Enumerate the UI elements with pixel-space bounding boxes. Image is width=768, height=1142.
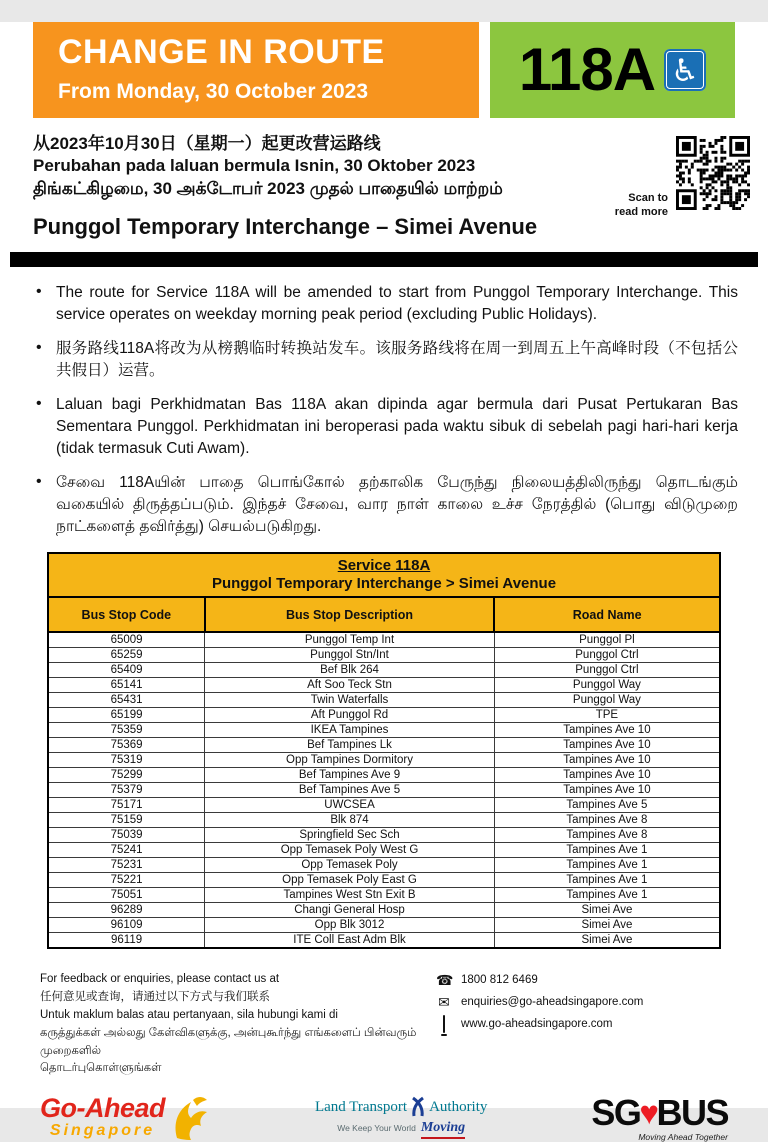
table-row bbox=[48, 843, 720, 858]
table-cell: Tampines Ave 10 bbox=[494, 723, 720, 738]
column-header-bus-stop-code: Bus Stop Code bbox=[48, 597, 205, 632]
table-cell: 75369 bbox=[48, 738, 205, 753]
table-row bbox=[48, 888, 720, 903]
table-cell: 65409 bbox=[48, 663, 205, 678]
table-cell: Tampines Ave 8 bbox=[494, 813, 720, 828]
table-row bbox=[48, 873, 720, 888]
table-cell: 96289 bbox=[48, 903, 205, 918]
table-cell: Simei Ave bbox=[494, 903, 720, 918]
table-cell: Aft Soo Teck Stn bbox=[205, 678, 495, 693]
table-cell: Blk 874 bbox=[205, 813, 495, 828]
contact-channels bbox=[436, 971, 728, 1078]
table-cell: Bef Tampines Ave 9 bbox=[205, 768, 495, 783]
table-cell: 75159 bbox=[48, 813, 205, 828]
table-row bbox=[48, 663, 720, 678]
table-cell: Aft Punggol Rd bbox=[205, 708, 495, 723]
date-line-malay: Perubahan pada laluan bermula Isnin, 30 Oktober 2023 bbox=[33, 156, 476, 176]
email-row bbox=[436, 995, 728, 1009]
scan-to-read-more-label bbox=[604, 191, 668, 220]
table-column-header-row bbox=[48, 597, 720, 632]
table-row bbox=[48, 933, 720, 949]
table-cell: Punggol Stn/Int bbox=[205, 648, 495, 663]
table-row bbox=[48, 798, 720, 813]
subheader bbox=[33, 133, 750, 240]
table-row bbox=[48, 753, 720, 768]
table-cell: 65009 bbox=[48, 632, 205, 648]
table-cell: Opp Temasek Poly bbox=[205, 858, 495, 873]
table-row bbox=[48, 813, 720, 828]
table-row bbox=[48, 858, 720, 873]
sgbus-logo bbox=[591, 1091, 728, 1142]
table-row bbox=[48, 828, 720, 843]
table-cell: Bef Tampines Lk bbox=[205, 738, 495, 753]
sgbus-bus-text: BUS bbox=[656, 1091, 728, 1133]
route-change-notice bbox=[0, 22, 768, 1142]
effective-date: From Monday, 30 October 2023 bbox=[58, 79, 369, 103]
table-row bbox=[48, 693, 720, 708]
date-line-chinese: 从2023年10月30日（星期一）起更改营运路线 bbox=[33, 134, 381, 153]
table-cell: IKEA Tampines bbox=[205, 723, 495, 738]
table-cell: 75221 bbox=[48, 873, 205, 888]
go-ahead-singapore-logo bbox=[40, 1094, 211, 1142]
go-ahead-logo-text: Go-Ahead bbox=[40, 1093, 166, 1124]
table-cell: Punggol Way bbox=[494, 678, 720, 693]
sgbus-tagline: Moving Ahead Together bbox=[638, 1131, 728, 1142]
contact-line-zh: 任何意见或查询，请通过以下方式与我们联系 bbox=[40, 991, 270, 1004]
contact-line-ms: Untuk maklum balas atau pertanyaan, sila hubungi kami di bbox=[40, 1008, 338, 1021]
table-cell: Springfield Sec Sch bbox=[205, 828, 495, 843]
service-number: 118A bbox=[518, 36, 656, 103]
table-cell: Tampines Ave 10 bbox=[494, 783, 720, 798]
table-cell: Twin Waterfalls bbox=[205, 693, 495, 708]
table-row bbox=[48, 903, 720, 918]
table-cell: 65431 bbox=[48, 693, 205, 708]
bullet-chinese: • 服务路线118A将改为从榜鹅临时转换站发车。该服务路线将在周一到周五上午高峰时段（不包括公共假日）运营。 bbox=[30, 338, 738, 382]
website-url: www.go-aheadsingapore.com bbox=[461, 1018, 613, 1031]
bus-stop-table bbox=[47, 552, 721, 949]
phone-row bbox=[436, 973, 728, 987]
scan-label-line2: read more bbox=[614, 206, 668, 219]
table-row bbox=[48, 738, 720, 753]
heart-icon: ♥ bbox=[639, 1094, 658, 1132]
table-cell: 75299 bbox=[48, 768, 205, 783]
table-cell: 75051 bbox=[48, 888, 205, 903]
table-cell: Simei Ave bbox=[494, 933, 720, 949]
lta-name-left: Land Transport bbox=[314, 1098, 408, 1115]
table-cell: Opp Blk 3012 bbox=[205, 918, 495, 933]
change-in-route-banner bbox=[33, 22, 479, 118]
table-cell: 65199 bbox=[48, 708, 205, 723]
lta-ribbon-icon bbox=[410, 1097, 426, 1117]
table-cell: Tampines Ave 1 bbox=[494, 843, 720, 858]
go-ahead-singapore-text: Singapore bbox=[49, 1122, 156, 1139]
table-title-cell bbox=[48, 553, 720, 597]
table-cell: 75319 bbox=[48, 753, 205, 768]
table-cell: Simei Ave bbox=[494, 918, 720, 933]
divider-bar bbox=[10, 252, 758, 267]
bullet-tamil: • சேவை 118Aயின் பாதை பொங்கோல் தற்காலிக பேருந்து நிலையத்திலிருந்து தொடங்கும் வகையில் திருத்தப்படும். இந்தச் சேவை, வார நாள் காலை உச்ச நேரத்தில் (பொது விடுமுறை நாட்களைத் தவிர்த்து) செயல்படுகிறது. bbox=[30, 472, 738, 538]
bus-stop-table-body bbox=[48, 632, 720, 948]
table-cell: 75359 bbox=[48, 723, 205, 738]
website-icon bbox=[436, 1017, 452, 1031]
table-row bbox=[48, 708, 720, 723]
table-cell: Punggol Pl bbox=[494, 632, 720, 648]
date-line-tamil: திங்கட்கிழமை, 30 அக்டோபர் 2023 முதல் பாதையில் மாற்றம் bbox=[33, 178, 503, 198]
contact-line-ta-1: கருத்துக்கள் அல்லது கேள்விகளுக்கு, அன்புகூர்ந்து எங்களைப் பின்வரும் முறைகளில் bbox=[40, 1026, 417, 1057]
footer-logos bbox=[40, 1091, 728, 1142]
table-cell: Punggol Temp Int bbox=[205, 632, 495, 648]
table-cell: Punggol Way bbox=[494, 693, 720, 708]
lta-moving-script: Moving bbox=[421, 1120, 465, 1139]
table-cell: 75039 bbox=[48, 828, 205, 843]
table-row bbox=[48, 783, 720, 798]
wheelchair-accessible-icon: ♿ bbox=[664, 49, 706, 91]
table-cell: Tampines Ave 10 bbox=[494, 753, 720, 768]
land-transport-authority-logo bbox=[315, 1097, 487, 1139]
table-cell: 75231 bbox=[48, 858, 205, 873]
table-row bbox=[48, 768, 720, 783]
table-cell: Tampines Ave 8 bbox=[494, 828, 720, 843]
table-cell: ITE Coll East Adm Blk bbox=[205, 933, 495, 949]
table-cell: 96119 bbox=[48, 933, 205, 949]
table-row bbox=[48, 678, 720, 693]
contact-line-en: For feedback or enquiries, please contact us at bbox=[40, 973, 280, 986]
table-cell: Punggol Ctrl bbox=[494, 648, 720, 663]
lta-tagline-text: We Keep Your World bbox=[337, 1123, 416, 1134]
table-cell: Opp Tampines Dormitory bbox=[205, 753, 495, 768]
column-header-bus-stop-description: Bus Stop Description bbox=[205, 597, 495, 632]
header bbox=[33, 22, 735, 118]
service-number-banner bbox=[490, 22, 735, 118]
table-cell: Tampines Ave 1 bbox=[494, 858, 720, 873]
table-cell: Opp Temasek Poly West G bbox=[205, 843, 495, 858]
notice-title: CHANGE IN ROUTE bbox=[58, 33, 385, 71]
table-cell: Tampines Ave 10 bbox=[494, 738, 720, 753]
contact-line-ta-2: தொடர்புகொள்ளுங்கள் bbox=[40, 1062, 162, 1075]
table-cell: UWCSEA bbox=[205, 798, 495, 813]
sgbus-sg-text: SG bbox=[591, 1091, 641, 1133]
bullet-english: • The route for Service 118A will be amended to start from Punggol Temporary Interchange. This service operates on weekday morning peak period (excluding Public Holidays). bbox=[30, 282, 738, 326]
email-address: enquiries@go-aheadsingapore.com bbox=[461, 996, 644, 1009]
table-row bbox=[48, 723, 720, 738]
table-cell: 75241 bbox=[48, 843, 205, 858]
table-cell: 75379 bbox=[48, 783, 205, 798]
bullet-malay: • Laluan bagi Perkhidmatan Bas 118A akan dipinda agar bermula dari Pusat Pertukaran Bas Sementara Punggol. Perkhidmatan ini beroperasi pada waktu sibuk di sebelah pagi hari-hari kerja (tidak termasuk Cuti Awam). bbox=[30, 394, 738, 460]
table-cell: 75171 bbox=[48, 798, 205, 813]
table-cell: Tampines Ave 10 bbox=[494, 768, 720, 783]
table-cell: Punggol Ctrl bbox=[494, 663, 720, 678]
table-row bbox=[48, 648, 720, 663]
lta-name-right: Authority bbox=[429, 1098, 488, 1115]
website-row bbox=[436, 1017, 728, 1031]
table-cell: TPE bbox=[494, 708, 720, 723]
table-row bbox=[48, 918, 720, 933]
table-service-title: Service 118A bbox=[337, 557, 431, 575]
table-cell: Changi General Hosp bbox=[205, 903, 495, 918]
table-cell: Tampines Ave 1 bbox=[494, 888, 720, 903]
table-row bbox=[48, 632, 720, 648]
table-cell: Bef Tampines Ave 5 bbox=[205, 783, 495, 798]
route-title: Punggol Temporary Interchange – Simei Avenue bbox=[33, 214, 538, 240]
contact-text-block bbox=[40, 971, 436, 1078]
table-cell: 65141 bbox=[48, 678, 205, 693]
table-cell: Tampines West Stn Exit B bbox=[205, 888, 495, 903]
lion-mane-icon bbox=[167, 1094, 211, 1142]
notice-bullets bbox=[30, 282, 738, 538]
table-cell: Opp Temasek Poly East G bbox=[205, 873, 495, 888]
qr-code-svg bbox=[676, 136, 750, 210]
phone-number: 1800 812 6469 bbox=[461, 974, 538, 987]
table-cell: Tampines Ave 5 bbox=[494, 798, 720, 813]
scan-label-line1: Scan to bbox=[628, 192, 668, 204]
column-header-road-name: Road Name bbox=[494, 597, 720, 632]
table-cell: Bef Blk 264 bbox=[205, 663, 495, 678]
table-direction-subtitle: Punggol Temporary Interchange > Simei Avenue bbox=[211, 575, 557, 593]
phone-icon: ☎ bbox=[436, 972, 454, 989]
table-cell: 96109 bbox=[48, 918, 205, 933]
table-cell: Tampines Ave 1 bbox=[494, 873, 720, 888]
email-icon: ✉ bbox=[438, 994, 450, 1011]
qr-code bbox=[676, 136, 750, 210]
table-cell: 65259 bbox=[48, 648, 205, 663]
footer-contact bbox=[40, 971, 728, 1078]
